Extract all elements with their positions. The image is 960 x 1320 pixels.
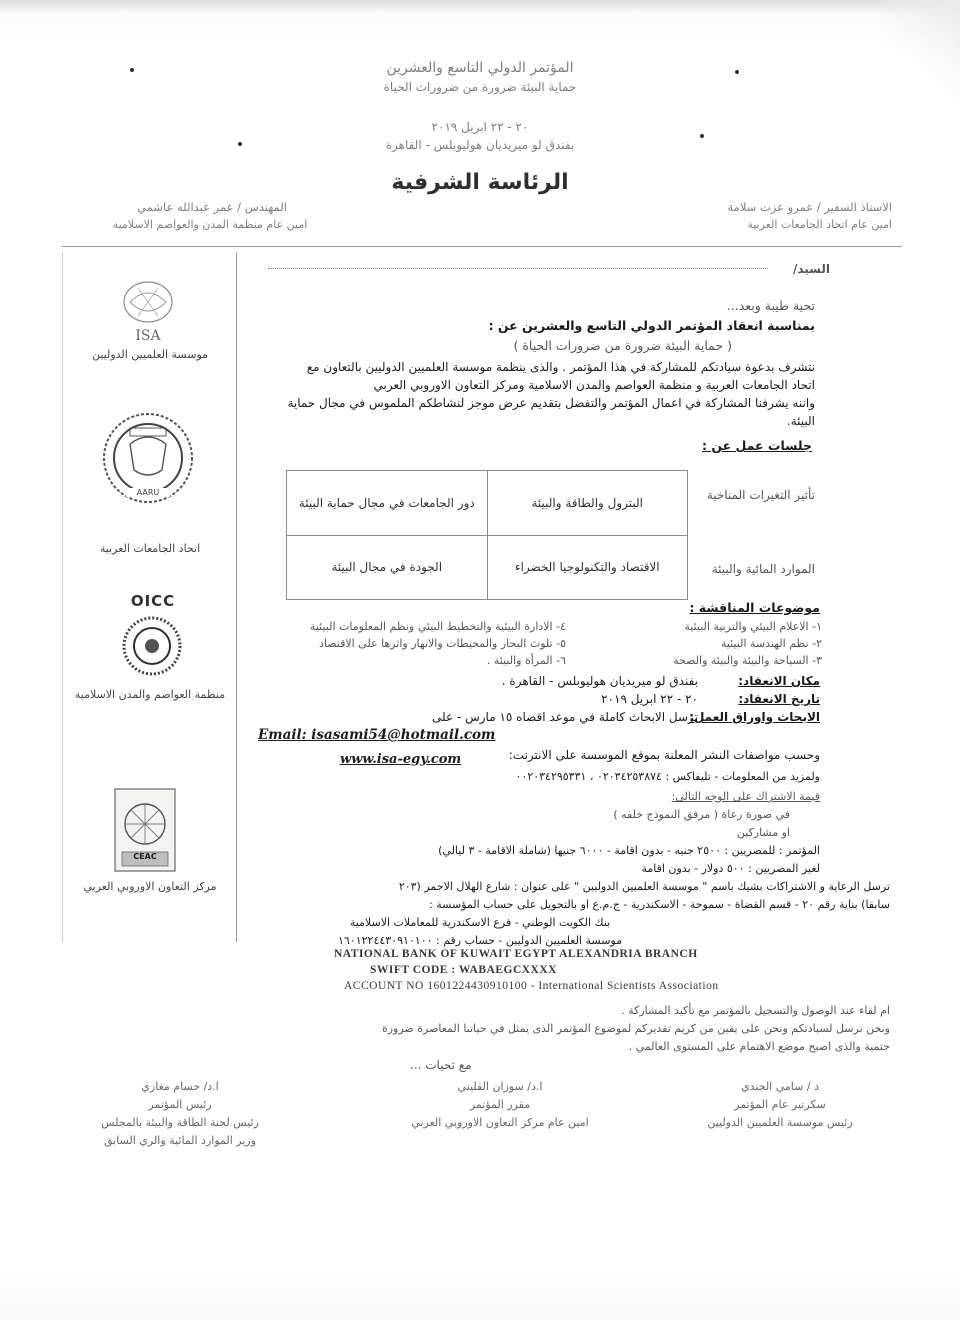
theme-line: ( حماية البيئة ضرورة من ضرورات الحياة ) bbox=[513, 338, 732, 353]
fee-heading: قيمة الاشتراك على الوجه التالى: bbox=[671, 790, 820, 803]
invitation-line-3: واننه يشرفنا المشاركة في اعمال المؤتمر والتفضل بتقديم عرض موجز لنشاطكم الملموس في مجال حماية bbox=[287, 396, 815, 410]
topic-6: ٦- المرأة والبيئة . bbox=[486, 654, 566, 667]
ceac-caption: مركز التعاون الاوروبي العربي bbox=[83, 880, 217, 893]
isa-caption: موسسة العلميين الدوليين bbox=[91, 348, 209, 361]
scan-speck bbox=[130, 68, 134, 72]
papers-label: الابحاث واوراق العمل: bbox=[689, 710, 820, 724]
account-arabic: موسسة العلميين الدوليين - حساب رقم : ١٦٠١٢٢٤٤٣٠٩١٠١٠٠ bbox=[338, 934, 622, 947]
session-water: الموارد المائية والبيئة bbox=[711, 562, 815, 576]
website-link[interactable]: www.isa-egy.com bbox=[340, 752, 462, 767]
payment-line-1: ترسل الرعاية و الاشتراكات بشيك باسم " موسسة العلميين الدوليين " على عنوان : شارع الهلال الاحمر (٢٠٣ bbox=[398, 880, 890, 893]
honorary-left-name: المهندس / عمر عبدالله عاشمي bbox=[137, 200, 287, 214]
sidebar-left-edge bbox=[62, 252, 63, 942]
closing-line-3: حتمية والذى اصبح موضع الاهتمام على المستوى العالمي . bbox=[628, 1040, 890, 1053]
oicc-logo bbox=[110, 612, 194, 686]
signature-mid-name: ا.د/ سوزان القليني bbox=[457, 1080, 543, 1093]
fee-sponsor: في صورة رعاة ( مرفق النموذج خلفه ) bbox=[613, 808, 790, 821]
fee-foreigners: لغير المصريين : ٥٠٠ دولار - بدون اقامة bbox=[641, 862, 820, 875]
signature-right-role-2: رئيس موسسة العلميين الدوليين bbox=[707, 1116, 853, 1129]
conference-subtitle: حماية البيئة ضرورة من ضرورات الحياة bbox=[383, 80, 577, 94]
bank-name-arabic: بنك الكويت الوطني - فرع الاسكندرية للمعاملات الاسلامية bbox=[349, 916, 611, 929]
signature-mid-role-2: امين عام مركز التعاون الاوروبي العربي bbox=[411, 1116, 589, 1129]
conference-venue: بفندق لو ميريديان هوليوبلس - القاهرة bbox=[385, 138, 575, 152]
topics-heading: موضوعات المناقشة : bbox=[689, 600, 820, 615]
papers-value: ترسل الابحاث كاملة في موعد اقصاه ١٥ مارس - على bbox=[432, 710, 698, 724]
table-row bbox=[287, 535, 688, 600]
signature-left-name: ا.د/ حسام مغازي bbox=[141, 1080, 219, 1093]
signature-mid-role-1: مقرر المؤتمر bbox=[469, 1098, 531, 1111]
signature-left-role-3: وزير الموارد المائية والري السابق bbox=[103, 1134, 257, 1147]
ceac-logo bbox=[114, 788, 176, 876]
closing-line-1: ام لقاء عند الوصول والتسجيل بالمؤتمر مع تأكيد المشاركة . bbox=[621, 1004, 890, 1017]
date-value: ٢٠ - ٢٢ ابريل ٢٠١٩ bbox=[601, 692, 698, 706]
fee-participant: او مشاركين bbox=[736, 826, 790, 839]
scan-edge bbox=[0, 0, 960, 14]
place-label: مكان الانعقاد: bbox=[738, 674, 820, 688]
scan-speck bbox=[700, 134, 704, 138]
session-green-economy: الاقتصاد والتكنولوجيا الخضراء bbox=[487, 535, 688, 600]
topic-5: ٥- تلوث البحار والمحيطات والانهار واثرها على الاقتصاد bbox=[319, 637, 566, 650]
regards-line: مع تحيات ... bbox=[410, 1058, 472, 1072]
invitation-line-2: اتحاد الجامعات العربية و منظمة العواصم والمدن الاسلامية ومركز التعاون الاوروبي العربي bbox=[373, 378, 815, 392]
scan-corner-shadow bbox=[880, 0, 960, 120]
oicc-logo-text: OICC bbox=[130, 592, 176, 610]
session-universities: دور الجامعات في مجال حماية البيئة bbox=[287, 471, 488, 536]
invitation-line-1: نتشرف بدعوة سيادتكم للمشاركة في هذا المؤتمر . والذى ينظمة موسسة العلميين الدوليين بالتعاون مع bbox=[306, 360, 815, 374]
contact-email[interactable]: Email: isasami54@hotmail.com bbox=[258, 727, 496, 743]
signature-right-name: د / سامي الجندي bbox=[741, 1080, 819, 1093]
greeting: تحية طيبة وبعد... bbox=[726, 298, 815, 313]
sessions-heading: جلسات عمل عن : bbox=[701, 438, 812, 453]
honorary-left-role: امين عام منظمة المدن والعواصم الاسلامية bbox=[112, 218, 308, 231]
sessions-table bbox=[286, 470, 688, 600]
session-climate: تأثير التغيرات المناخية bbox=[706, 488, 815, 502]
frame-top-line bbox=[62, 246, 902, 247]
fee-egyptians: المؤتمر : للمصريين : ٢٥٠٠ جنيه - بدون اقامة - ٦٠٠٠ جنيها (شاملة الاقامة - ٣ ليالي) bbox=[438, 844, 820, 857]
session-quality: الجودة في مجال البيئة bbox=[287, 535, 488, 600]
honorary-right-role: امين عام اتحاد الجامعات العربية bbox=[747, 218, 892, 231]
account-english: ACCOUNT NO 1601224430910100 - International Scientists Association bbox=[344, 980, 719, 992]
oicc-caption: منظمة العواصم والمدن الاسلامية bbox=[74, 688, 226, 701]
payment-line-2: سابقا) بناية رقم ٢٠ - قسم القضاة - سموحة - الاسكندرية - ج.م.ع او بالتحويل على حساب المؤسسة : bbox=[429, 898, 890, 911]
table-row bbox=[287, 471, 688, 536]
topic-4: ٤- الادارة البيئية والتخطيط البيئي ونظم المعلومات البيئية bbox=[309, 620, 566, 633]
scan-speck bbox=[735, 70, 739, 74]
signature-left-role-1: رئيس المؤتمر bbox=[148, 1098, 212, 1111]
honorary-title: الرئاسة الشرفية bbox=[391, 170, 569, 195]
invitation-line-4: البيئة. bbox=[786, 414, 815, 428]
conference-dates: ٢٠ - ٢٢ ابريل ٢٠١٩ bbox=[431, 120, 529, 134]
publish-specs-line: وحسب مواصفات النشر المعلنة بموقع الموسسة على الانترنت: bbox=[508, 748, 820, 762]
aaru-logo-text: AARU bbox=[126, 488, 170, 497]
isa-logo-text: ISA bbox=[135, 328, 161, 344]
signature-right-role-1: سكرتير عام المؤتمر bbox=[734, 1098, 826, 1111]
place-value: بفندق لو ميريديان هوليوبلس - القاهرة . bbox=[501, 674, 698, 688]
signature-left-role-2: رئيس لجنة الطاقة والبيئة بالمجلس bbox=[101, 1116, 259, 1129]
topic-3: ٣- السياحة والبيئة والبيئة والصحة bbox=[673, 654, 822, 667]
bank-name-english: NATIONAL BANK OF KUWAIT EGYPT ALEXANDRIA BRANCH bbox=[334, 948, 698, 960]
occasion-line: بمناسبة انعقاد المؤتمر الدولي التاسع والعشرين عن : bbox=[488, 318, 815, 333]
ceac-logo-text: CEAC bbox=[133, 852, 157, 861]
conference-title: المؤتمر الدولي التاسع والعشرين bbox=[386, 60, 574, 76]
salutation: السيد/ bbox=[792, 262, 830, 276]
honorary-right-name: الاستاذ السفير / عمرو عزت سلامة bbox=[727, 200, 892, 214]
aaru-caption: اتحاد الجامعات العربية bbox=[99, 542, 201, 555]
session-petroleum: البترول والطاقة والبيئة bbox=[487, 471, 688, 536]
topic-1: ١- الاعلام البيئي والتربية البيئية bbox=[684, 620, 822, 633]
recipient-dotted-line bbox=[268, 268, 768, 269]
more-info-line: ولمزيد من المعلومات - تليفاكس : ٠٢٠٣٤٢٥٣٨٧٤ ، ٠٠٢٠٣٤٢٩٥٣٣١ bbox=[515, 770, 820, 783]
swift-code: SWIFT CODE : WABAEGCXXXX bbox=[370, 964, 557, 976]
scan-speck bbox=[238, 142, 242, 146]
closing-line-2: ونحن نرسل لسيادتكم ونحن على يقين من كريم تقديركم لموضوع المؤتمر الذى يمثل في حياتنا المعاصرة ضرورة bbox=[381, 1022, 890, 1035]
topic-2: ٢- نظم الهندسة البيئية bbox=[720, 637, 822, 650]
date-label: تاريخ الانعقاد: bbox=[738, 692, 820, 706]
sidebar-divider bbox=[236, 252, 237, 942]
